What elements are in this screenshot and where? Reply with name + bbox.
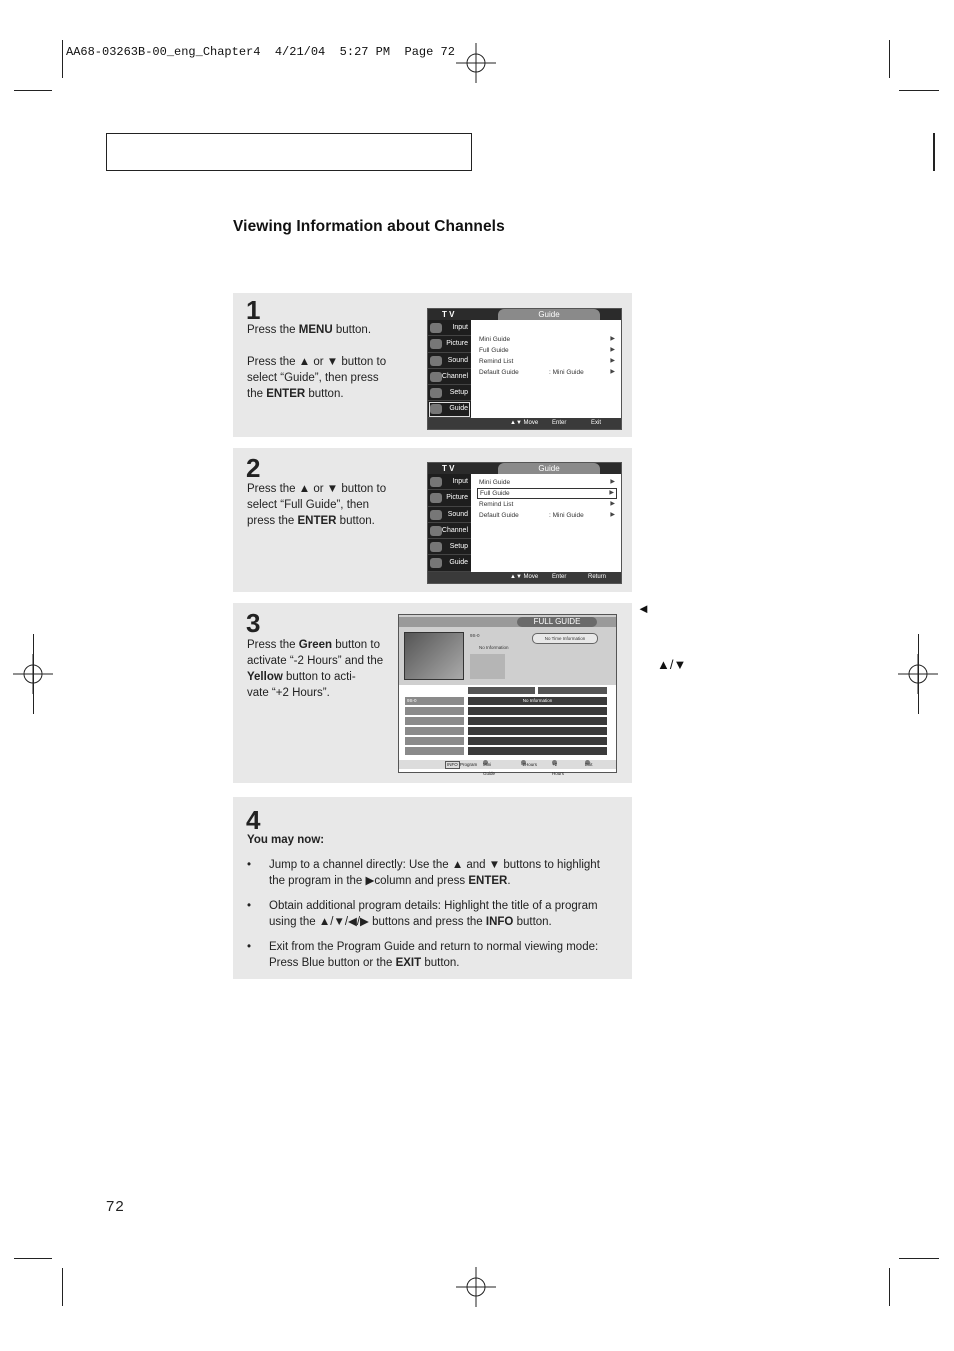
- tv-menu-footer: ▲▼ Move Enter Return: [428, 572, 621, 583]
- sidebar-item-picture: Picture: [428, 336, 471, 352]
- channel-icon: [430, 526, 442, 536]
- crop-mark: [918, 634, 919, 714]
- step-2-text: Press the ▲ or ▼ button to select “Full Guide”, then press the ENTER button.: [247, 483, 387, 527]
- menu-item-remind-list: Remind List ▶: [479, 358, 615, 365]
- print-slug: AA68-03263B-00_eng_Chapter4 4/21/04 5:27 PM Page 72: [66, 45, 455, 59]
- guide-menu-list: [477, 477, 617, 521]
- sidebar-item-picture: Picture: [428, 490, 471, 506]
- crop-mark: [899, 90, 939, 91]
- menu-item-full-guide-highlighted: Full Guide ▶: [477, 488, 617, 499]
- step-number: 1: [246, 295, 261, 325]
- menu-item-default-guide: Default Guide : Mini Guide ▶: [479, 512, 615, 519]
- step-3-text: Press the Green button to activate “-2 Hours” and the Yellow button to acti- vate “+2 Hours”.: [247, 639, 384, 699]
- channel-cell: [405, 737, 464, 745]
- sidebar-item-setup: Setup: [428, 385, 471, 401]
- registration-mark: [456, 43, 496, 83]
- picture-icon: [430, 493, 442, 503]
- menu-item-remind-list: Remind List ▶: [479, 501, 615, 508]
- step-4-intro: You may now:: [247, 834, 325, 846]
- left-arrow-note: ◄: [637, 601, 650, 616]
- program-cell: [468, 727, 607, 735]
- sidebar-item-input: Input: [428, 474, 471, 490]
- menu-tab: Guide: [498, 463, 600, 474]
- tv-menu-screenshot: [427, 308, 622, 430]
- input-icon: [430, 477, 442, 487]
- program-thumbnail: [470, 654, 505, 679]
- crop-mark: [899, 1258, 939, 1259]
- channel-cell: 9S-0: [405, 697, 464, 705]
- channel-cell: [405, 747, 464, 755]
- step-4-panel: 4 You may now: • Jump to a channel directly: Use the ▲ and ▼ buttons to highlight the program in the ▶column and press ENTER. • Obtain additional program details: Highlight the title of a program using the ▲/▼/◀/▶ buttons and press the INFO button. • Exit from the Program Guide and return to normal viewing mode: Press Blue button or the EXIT button.: [233, 797, 632, 979]
- full-guide-title: FULL GUIDE: [517, 617, 597, 627]
- tv-menu-header: T V Guide: [428, 463, 621, 474]
- crop-mark: [14, 90, 52, 91]
- sound-icon: [430, 510, 442, 520]
- menu-tab: Guide: [498, 309, 600, 320]
- menu-item-mini-guide: Mini Guide ▶: [479, 336, 615, 343]
- tv-menu-header: T V Guide: [428, 309, 621, 320]
- full-guide-screenshot: FULL GUIDE 9S-0 No Information No Time Information 9S-0 No Information INFO Program Mini Guide -2Hours +2 Hours Exit: [398, 614, 617, 773]
- crop-mark: [62, 40, 63, 78]
- step-number: 2: [246, 453, 261, 483]
- full-guide-footer: INFO Program Mini Guide -2Hours +2 Hours Exit: [399, 760, 616, 769]
- time-info-pill: No Time Information: [532, 633, 598, 644]
- sidebar-item-setup: Setup: [428, 539, 471, 555]
- crop-mark: [889, 40, 890, 78]
- up-down-arrow-note: ▲/▼: [657, 657, 687, 672]
- picture-icon: [430, 339, 442, 349]
- time-header: [538, 687, 607, 694]
- page-number: 72: [106, 1198, 125, 1215]
- tv-menu-sidebar: [428, 320, 471, 418]
- menu-item-default-guide: Default Guide : Mini Guide ▶: [479, 369, 615, 376]
- sidebar-item-channel: Channel: [428, 523, 471, 539]
- crop-mark: [33, 634, 34, 714]
- guide-menu-list: [477, 334, 617, 378]
- chapter-title-box: [106, 133, 472, 171]
- menu-item-full-guide: Full Guide ▶: [479, 347, 615, 354]
- guide-icon: [430, 404, 442, 414]
- edge-tab-mark: [933, 133, 935, 171]
- program-cell: [468, 717, 607, 725]
- channel-cell: [405, 727, 464, 735]
- crop-mark: [889, 1268, 890, 1306]
- channel-cell: [405, 707, 464, 715]
- channel-cell: [405, 717, 464, 725]
- step-number: 3: [246, 608, 261, 638]
- sidebar-item-sound: Sound: [428, 507, 471, 523]
- tv-menu-sidebar: [428, 474, 471, 572]
- program-cell: [468, 707, 607, 715]
- program-cell: [468, 737, 607, 745]
- step-2-panel: [233, 448, 632, 592]
- program-cell: [468, 747, 607, 755]
- sidebar-item-input: Input: [428, 320, 471, 336]
- section-title: Viewing Information about Channels: [233, 218, 505, 235]
- step-1-panel: [233, 293, 632, 437]
- step-number: 4: [246, 805, 261, 835]
- program-cell: No Information: [468, 697, 607, 705]
- crop-mark: [14, 1258, 52, 1259]
- guide-icon: [430, 558, 442, 568]
- time-header: [468, 687, 535, 694]
- input-icon: [430, 323, 442, 333]
- sidebar-item-channel: Channel: [428, 369, 471, 385]
- sidebar-item-sound: Sound: [428, 353, 471, 369]
- tv-menu-footer: ▲▼ Move Enter Exit: [428, 418, 621, 429]
- tv-menu-screenshot: [427, 462, 622, 584]
- menu-item-mini-guide: Mini Guide ▶: [479, 479, 615, 486]
- setup-icon: [430, 388, 442, 398]
- registration-mark: [456, 1267, 496, 1307]
- sidebar-item-guide: Guide: [428, 401, 471, 417]
- channel-icon: [430, 372, 442, 382]
- crop-mark: [62, 1268, 63, 1306]
- setup-icon: [430, 542, 442, 552]
- step-1-text: Press the MENU button. Press the ▲ or ▼ button to select “Guide”, then press the ENTER button.: [247, 324, 387, 400]
- video-preview: [404, 632, 464, 680]
- sound-icon: [430, 356, 442, 366]
- sidebar-item-guide: Guide: [428, 555, 471, 571]
